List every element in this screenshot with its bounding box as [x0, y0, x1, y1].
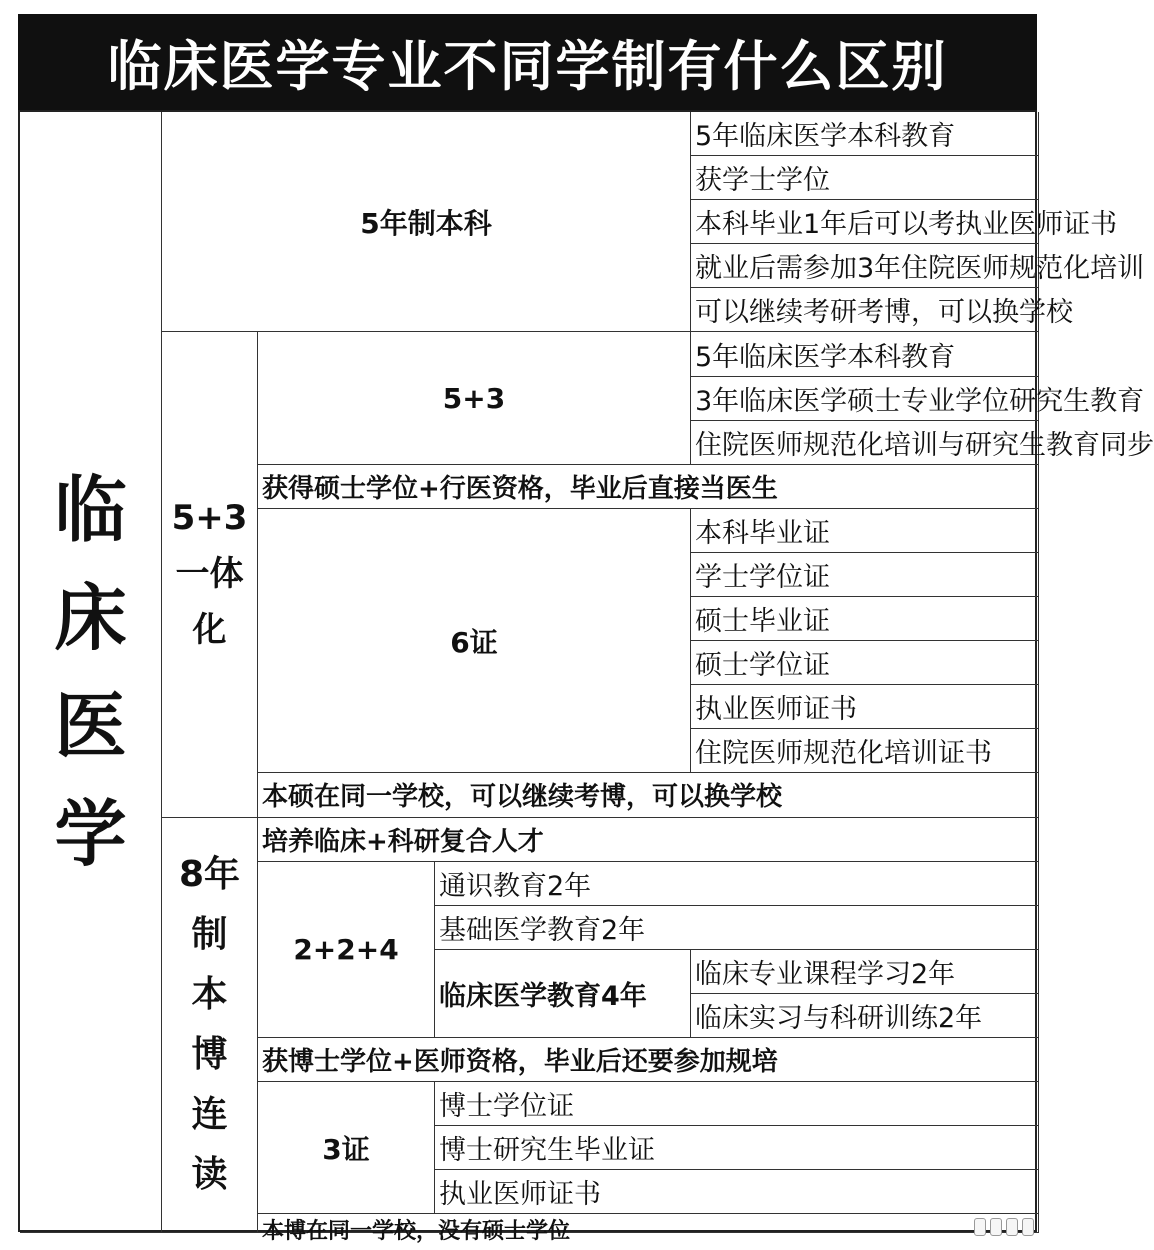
cert-item: 硕士毕业证 — [691, 597, 1039, 641]
clinical-item: 临床专业课程学习2年 — [691, 950, 1039, 994]
watermark-icon — [974, 1218, 1034, 1236]
cert-item: 住院医师规范化培训证书 — [691, 729, 1039, 773]
plan-label: 2+2+4 — [258, 862, 435, 1038]
major-label — [20, 112, 162, 1233]
five-plus-three-item: 5年临床医学本科教育 — [691, 332, 1039, 376]
label-line: 一体 — [175, 554, 244, 595]
five-plus-three-item: 3年临床医学硕士专业学位研究生教育 — [691, 377, 1039, 421]
six-certs-label: 6证 — [258, 509, 691, 774]
five-year-item: 可以继续考研考博，可以换学校 — [691, 288, 1039, 332]
plan-item: 通识教育2年 — [435, 862, 1039, 906]
five-plus-three-label — [162, 332, 258, 817]
label-char: 制 — [191, 913, 228, 955]
clinical-item: 临床实习与科研训练2年 — [691, 994, 1039, 1038]
five-year-item: 本科毕业1年后可以考执业医师证书 — [691, 200, 1039, 244]
three-certs-label: 3证 — [258, 1082, 435, 1214]
page-title: 临床医学专业不同学制有什么区别 — [18, 14, 1037, 110]
clinical-label: 临床医学教育4年 — [435, 950, 691, 1038]
major-char: 临 — [54, 468, 127, 553]
cert-item: 执业医师证书 — [435, 1170, 1039, 1214]
cert-item: 学士学位证 — [691, 553, 1039, 597]
five-plus-three-note: 本硕在同一学校，可以继续考博，可以换学校 — [258, 773, 1039, 817]
eight-year-goal: 培养临床+科研复合人才 — [258, 818, 1039, 862]
cert-item: 博士学位证 — [435, 1082, 1039, 1126]
major-char: 医 — [54, 684, 127, 769]
label-char: 8年 — [178, 853, 241, 895]
cert-item: 执业医师证书 — [691, 685, 1039, 729]
five-plus-three-item: 住院医师规范化培训与研究生教育同步 — [691, 421, 1039, 465]
five-year-item: 5年临床医学本科教育 — [691, 112, 1039, 156]
cert-item: 本科毕业证 — [691, 509, 1039, 553]
plan-item: 基础医学教育2年 — [435, 906, 1039, 950]
five-year-label: 5年制本科 — [162, 112, 691, 332]
label-char: 读 — [191, 1153, 228, 1195]
label-char: 连 — [191, 1093, 228, 1135]
label-line: 5+3 — [171, 498, 248, 539]
label-line: 化 — [192, 610, 227, 651]
five-plus-three-summary: 获得硕士学位+行医资格，毕业后直接当医生 — [258, 465, 1039, 509]
cert-item: 博士研究生毕业证 — [435, 1126, 1039, 1170]
five-plus-three-sub-label: 5+3 — [258, 332, 691, 464]
label-char: 博 — [191, 1033, 228, 1075]
label-char: 本 — [191, 973, 228, 1015]
eight-year-summary: 获博士学位+医师资格，毕业后还要参加规培 — [258, 1038, 1039, 1082]
five-year-item: 获学士学位 — [691, 156, 1039, 200]
five-year-item: 就业后需参加3年住院医师规范化培训 — [691, 244, 1039, 288]
cert-item: 硕士学位证 — [691, 641, 1039, 685]
eight-year-label — [162, 818, 258, 1234]
comparison-table — [18, 110, 1154, 1245]
major-char: 床 — [54, 576, 127, 661]
major-char: 学 — [54, 792, 127, 877]
eight-year-note: 本博在同一学校，没有硕士学位 — [258, 1214, 1039, 1233]
